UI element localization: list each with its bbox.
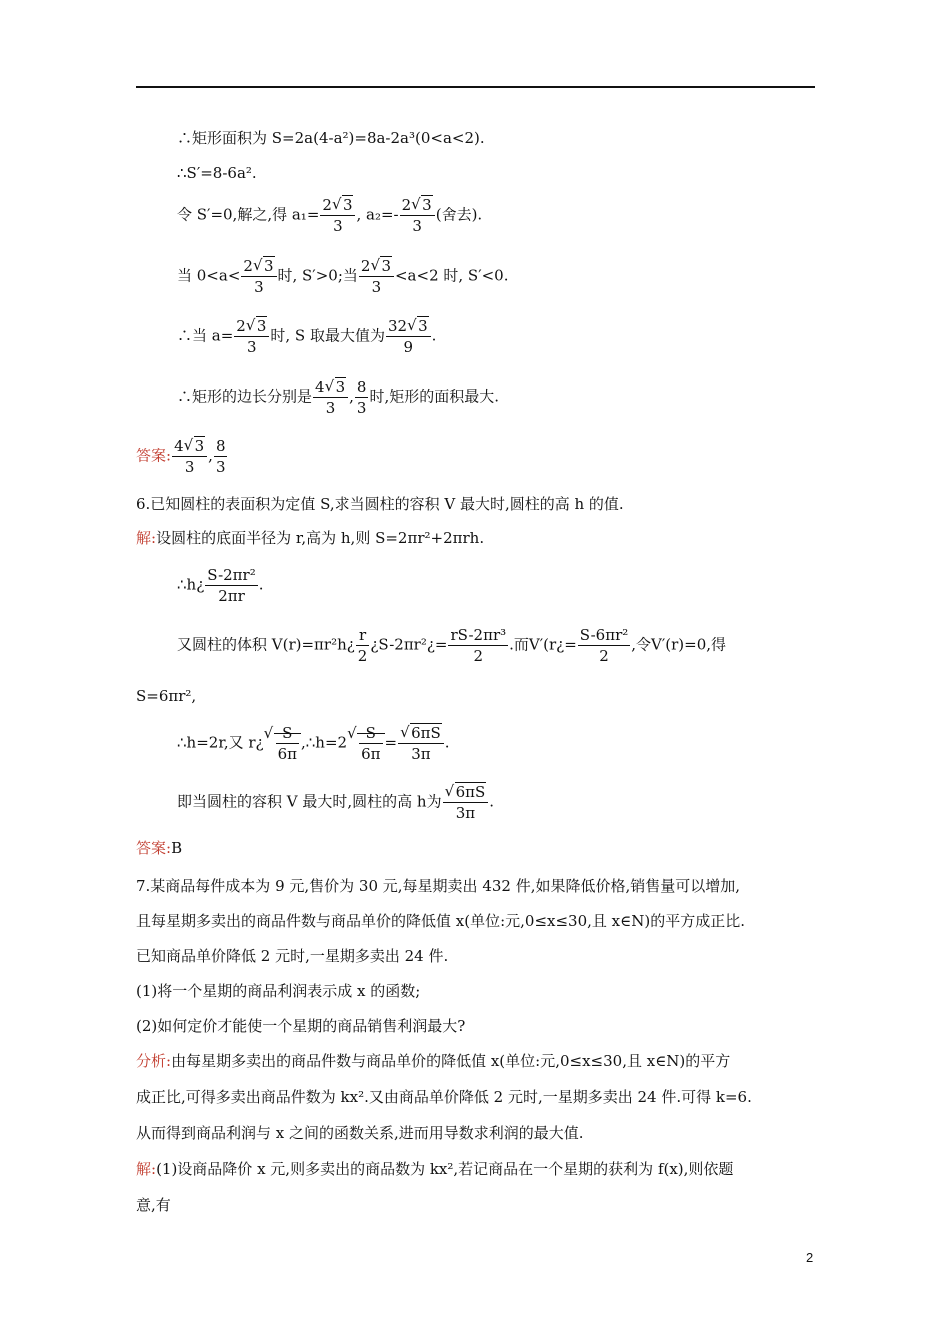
- text: 又圆柱的体积 V(r)=πr²h¿: [177, 635, 355, 654]
- text: 令 S′=0,解之,得 a₁=: [177, 205, 320, 224]
- text: ,∴h=2: [301, 733, 348, 752]
- num: 8: [215, 437, 226, 455]
- den: 3: [184, 458, 195, 476]
- analysis-label: 分析:: [136, 1052, 172, 1070]
- den: 2: [473, 647, 484, 665]
- line-maximum: [177, 317, 436, 356]
- text: .: [431, 326, 437, 345]
- line-area-formula: ∴矩形面积为 S=2a(4-a²)=8a-2a³(0<a<2).: [177, 129, 485, 147]
- fraction: [443, 783, 489, 822]
- text: 即当圆柱的容积 V 最大时,圆柱的高 h为: [177, 792, 442, 811]
- den: 3: [333, 217, 343, 235]
- num: 2: [322, 196, 332, 214]
- fraction: [241, 257, 276, 296]
- fraction: [359, 724, 382, 763]
- text: 当 0<a<: [177, 266, 241, 285]
- text: ,: [208, 446, 213, 465]
- den: 9: [403, 338, 414, 356]
- question-7-line-2: 且每星期多卖出的商品件数与商品单价的降低值 x(单位:元,0≤x≤30,且 x∈N)的平方成正比.: [136, 912, 745, 930]
- line-derivative: ∴S′=8-6a².: [177, 164, 257, 182]
- fraction: [400, 196, 435, 235]
- text: ¿S-2πr²¿=: [370, 635, 448, 654]
- radicand: 3: [422, 196, 432, 214]
- sqrt: [264, 724, 301, 763]
- fraction: [359, 257, 394, 296]
- den: 2πr: [218, 587, 245, 605]
- text: (舍去).: [435, 205, 483, 224]
- num: 2: [236, 317, 246, 335]
- num: 8: [356, 378, 367, 396]
- line-monotonic: [177, 257, 508, 296]
- header-rule: [136, 86, 815, 88]
- fraction: [355, 378, 369, 417]
- text: 设圆柱的底面半径为 r,高为 h,则 S=2πr²+2πrh.: [156, 529, 485, 547]
- num: S-2πr²: [207, 566, 256, 584]
- fraction: [214, 437, 228, 476]
- den: 3: [325, 399, 336, 417]
- text: ,令V′(r)=0,得: [631, 635, 727, 654]
- fraction: [386, 317, 431, 356]
- fraction: [205, 566, 257, 605]
- num: S-6πr²: [579, 626, 629, 644]
- radicand: 3: [418, 317, 428, 335]
- den: 3: [215, 458, 226, 476]
- fraction: [356, 626, 370, 665]
- text: 时, S′>0;当: [277, 266, 358, 285]
- den: 3π: [455, 804, 476, 822]
- text: .: [444, 733, 450, 752]
- text: 由每星期多卖出的商品件数与商品单价的降低值 x(单位:元,0≤x≤30,且 x∈N)的平方: [171, 1052, 731, 1070]
- answer-6: [136, 838, 182, 858]
- question-7-line-5: (2)如何定价才能使一个星期的商品销售利润最大?: [136, 1017, 466, 1035]
- line-volume: [177, 626, 726, 665]
- answer-label: 答案:: [136, 446, 172, 465]
- radicand: 3: [194, 437, 205, 455]
- fraction: [398, 724, 444, 763]
- radicand: 3: [381, 257, 391, 275]
- fraction: [172, 437, 207, 476]
- answer-5: [136, 437, 228, 476]
- line-conclusion: [177, 783, 494, 822]
- num: 2: [243, 257, 253, 275]
- num: √ S: [276, 724, 299, 744]
- page-number: 2: [806, 1250, 814, 1265]
- num: 2: [401, 196, 412, 214]
- line-h-expr: [177, 566, 264, 605]
- question-7-line-3: 已知商品单价降低 2 元时,一星期多卖出 24 件.: [136, 947, 449, 965]
- num: 4: [174, 437, 184, 455]
- num: 4: [315, 378, 325, 396]
- text: ∴矩形的边长分别是: [177, 387, 313, 406]
- num: 32: [387, 317, 408, 335]
- den: 2: [357, 647, 368, 665]
- radicand: 3: [263, 257, 274, 275]
- text: , a₂=-: [356, 205, 399, 224]
- line-solve: [177, 196, 482, 235]
- den: 2: [599, 647, 609, 665]
- fraction: [320, 196, 355, 235]
- answer-label: 答案:: [136, 839, 172, 857]
- line-h-result: [177, 724, 450, 763]
- text: (1)设商品降价 x 元,则多卖出的商品数为 kx²,若记商品在一个星期的获利为 f(x),则依题: [156, 1160, 734, 1178]
- radicand: 3: [342, 196, 353, 214]
- den: 3π: [411, 745, 431, 763]
- text: .而V′(r¿=: [509, 635, 577, 654]
- den: 3: [254, 278, 264, 296]
- text: ∴h¿: [177, 575, 205, 594]
- analysis-line-2: 成正比,可得多卖出商品件数为 kx².又由商品单价降低 2 元时,一星期多卖出 24 件.可得 k=6.: [136, 1088, 752, 1106]
- analysis-line-1: [136, 1051, 730, 1071]
- radicand: 6πS: [411, 724, 441, 742]
- solution-label: 解:: [136, 1160, 157, 1178]
- question-7-line-4: (1)将一个星期的商品利润表示成 x 的函数;: [136, 982, 421, 1000]
- fraction: [234, 317, 269, 356]
- text: ∴h=2r,又 r¿: [177, 733, 264, 752]
- question-7-line-1: 7.某商品每件成本为 9 元,售价为 30 元,每星期卖出 432 件,如果降低价格,销售量可以增加,: [136, 877, 741, 895]
- num: 2: [360, 257, 371, 275]
- fraction: [448, 626, 508, 665]
- fraction: [578, 626, 630, 665]
- radicand: 3: [335, 378, 346, 396]
- num: √ S: [359, 724, 382, 744]
- line-s-equals: S=6πr²,: [136, 687, 197, 705]
- den: 3: [412, 217, 422, 235]
- solution-7-line-1: [136, 1159, 733, 1179]
- text: ∴当 a=: [177, 326, 234, 345]
- den: 3: [356, 399, 367, 417]
- line-sides: [177, 378, 499, 417]
- answer-value: B: [171, 839, 183, 857]
- radicand: 6πS: [455, 783, 486, 801]
- solution-label: 解:: [136, 529, 157, 547]
- question-6: 6.已知圆柱的表面积为定值 S,求当圆柱的容积 V 最大时,圆柱的高 h 的值.: [136, 495, 624, 513]
- num: r: [356, 626, 370, 646]
- den: 3: [247, 338, 257, 356]
- solution-6: [136, 528, 484, 548]
- text: =: [384, 733, 398, 752]
- text: 时,矩形的面积最大.: [369, 387, 499, 406]
- solution-7-line-2: 意,有: [136, 1196, 171, 1214]
- text: 时, S 取最大值为: [270, 326, 385, 345]
- den: 6π: [361, 745, 381, 763]
- fraction: [313, 378, 348, 417]
- fraction: [276, 724, 299, 763]
- radicand: 3: [256, 317, 267, 335]
- text: ,: [349, 387, 354, 406]
- text: .: [258, 575, 264, 594]
- text: <a<2 时, S′<0.: [394, 266, 509, 285]
- text: .: [489, 792, 495, 811]
- analysis-line-3: 从而得到商品利润与 x 之间的函数关系,进而用导数求利润的最大值.: [136, 1124, 584, 1142]
- den: 3: [371, 278, 382, 296]
- num: rS-2πr³: [450, 626, 507, 644]
- sqrt: [347, 724, 384, 763]
- den: 6π: [277, 745, 297, 763]
